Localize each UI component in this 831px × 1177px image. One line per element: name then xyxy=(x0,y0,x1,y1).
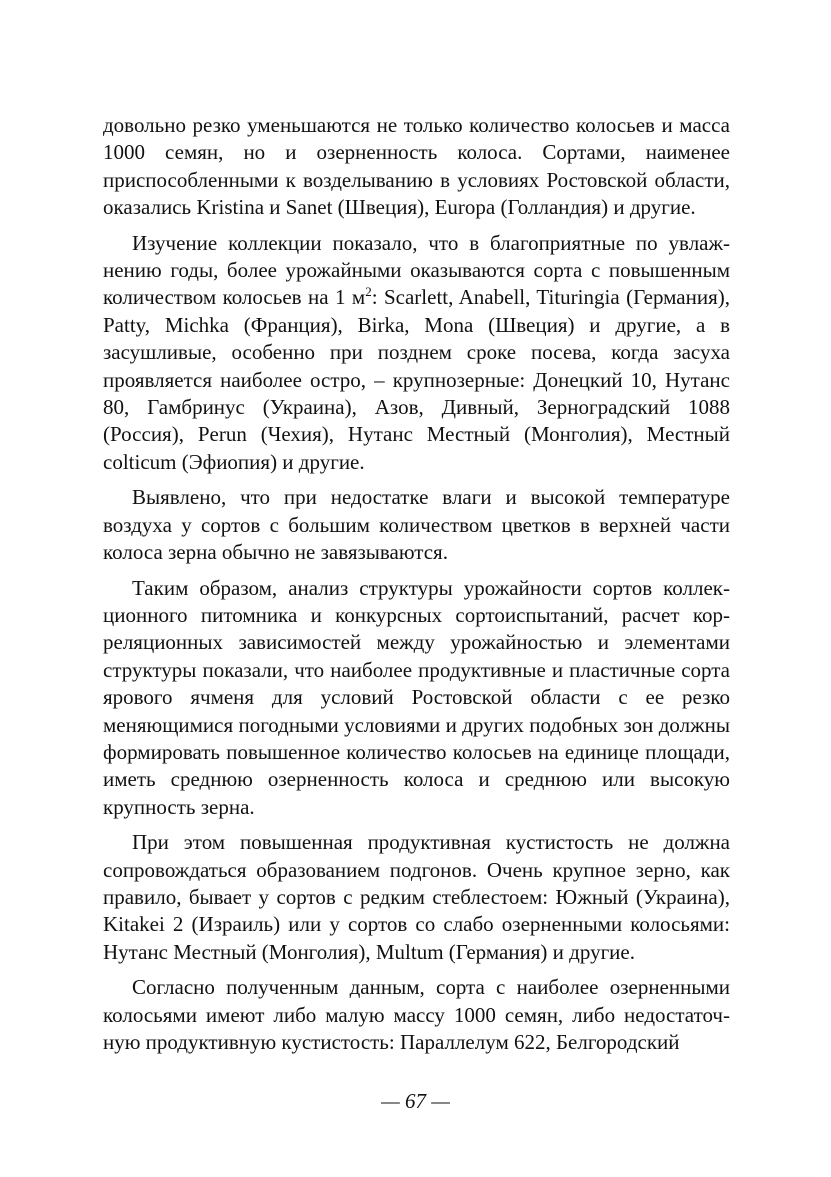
paragraph-6: Согласно полученным данным, сорта с наиболее озерненными колосьями имеют либо малую массу 1000 семян, либо недостаточную продуктивную кустистость: Параллелум 622, Белгородский xyxy=(103,975,730,1054)
paragraph-2 xyxy=(103,230,730,477)
page-number: — 67 — xyxy=(381,1089,450,1113)
paragraph-4: Таким образом, анализ структуры урожайности сортов коллекционного питомника и конкурсных сортоиспытаний, расчет корреляционных зависимостей между урожайностью и элементами структуры показали, что наиболее продуктивные и пластичные сорта ярового ячменя для условий Ростовской области с ее резко меняющимися погодными условиями и других подобных зон должны формировать повышенное количество колосьев на единице площади, иметь среднюю озерненность колоса и среднюю или высокую крупность зерна. xyxy=(103,575,730,819)
paragraph-2-text-after-superscript: : Scarlett, Anabell, Tituringia (Германия), Patty, Michka (Франция), Birka, Mona (Швеция) и другие, а в засушливые, особенно при позднем сроке посева, когда засуха проявляется наиболее остро, – крупнозерные: Донецкий 10, Нутанс 80, Гамбринус (Украина), Азов, Дивный, Зерноградский 1088 (Россия), Perun (Чехия), Нутанс Местный (Монголия), Местный colticum (Эфиопия) и другие. xyxy=(103,285,730,474)
paragraph-1: довольно резко уменьшаются не только количество колосьев и масса 1000 семян, но и озерненность колоса. Сортами, наименее приспособленными к возделыванию в условиях Ростовской области, оказались Kristina и Sanet (Швеция), Europa (Голландия) и другие. xyxy=(103,113,730,220)
paragraph-5: При этом повышенная продуктивная кустистость не должна сопровождаться образованием подгонов. Очень крупное зерно, как правило, бывает у сортов с редким стеблестоем: Южный (Украина), Kitakei 2 (Израиль) или у сортов со слабо озерненными колосьями: Нутанс Местный (Монголия), Multum (Германия) и другие. xyxy=(103,830,730,964)
superscript-square-meter: 2 xyxy=(365,284,372,300)
page-body xyxy=(103,112,730,1056)
paragraph-3: Выявлено, что при недостатке влаги и высокой температуре воздуха у сортов с большим количеством цветков в верхней части колоса зерна обычно не завязываются. xyxy=(103,485,730,565)
paragraph-2-text-before-superscript: Изучение коллекции показало, что в благоприятные по увлажнению годы, более урожайными оказываются сорта с повышенным количеством колосьев на 1 м xyxy=(103,230,730,310)
